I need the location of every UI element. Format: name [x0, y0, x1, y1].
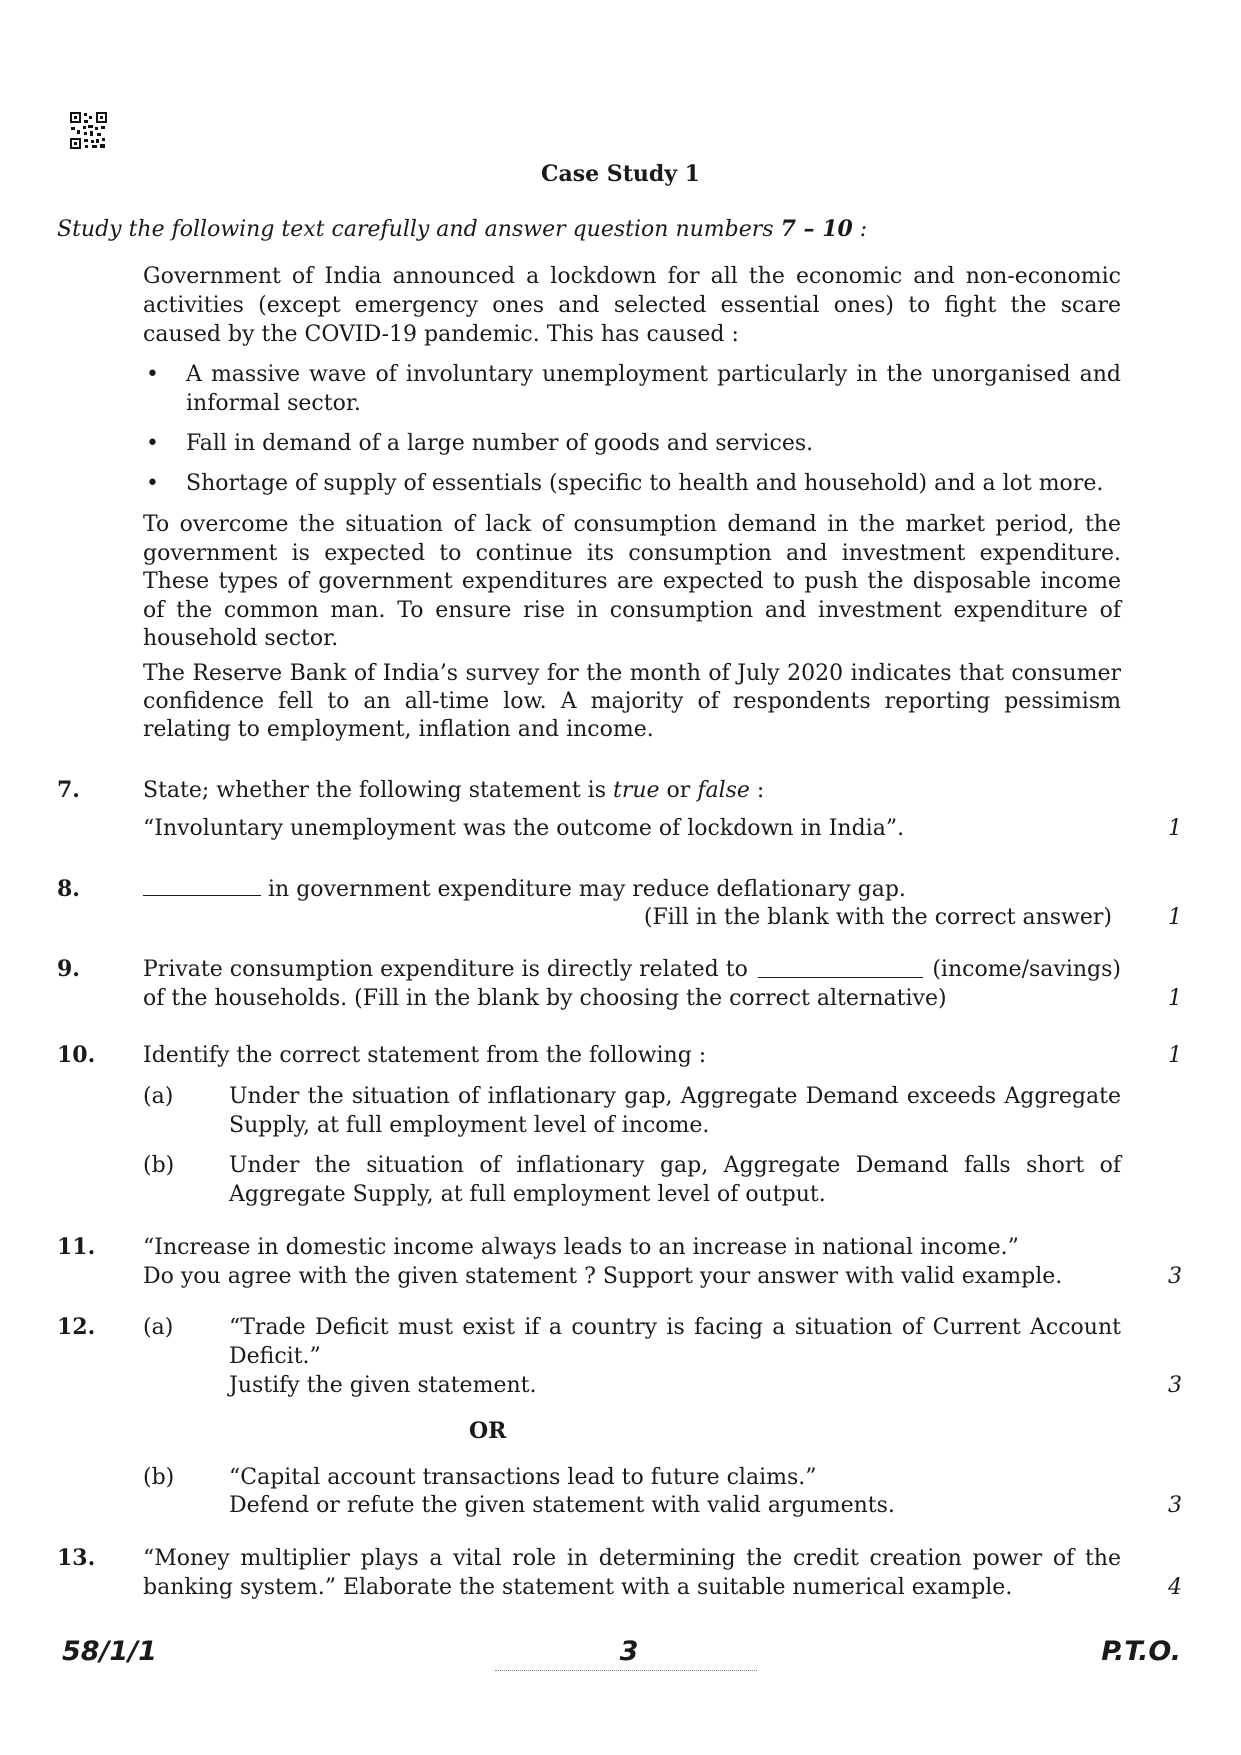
q12a-statement: “Trade Deficit must exist if a country is facing a situation of Current Account Deficit.”	[229, 1315, 1121, 1369]
q13-text: “Money multiplier plays a vital role in determining the credit creation power of the banking system.” Elaborate the statement with a suitable numerical example.	[143, 1546, 1121, 1600]
question-number: 7.	[57, 777, 80, 803]
paper-code: 58/1/1	[62, 1636, 157, 1667]
marks: 3	[1168, 1264, 1182, 1289]
question-number: 12.	[57, 1314, 96, 1340]
question-number: 10.	[57, 1042, 96, 1068]
footer-rule	[495, 1670, 757, 1671]
bullet-item: • A massive wave of involuntary unemployment particularly in the unorganised and informal sector.	[143, 360, 1121, 418]
question-number: 11.	[57, 1234, 96, 1260]
instruction-prefix: Study the following text carefully and answer question numbers	[57, 217, 781, 242]
instruction-range: 7 – 10	[780, 216, 853, 242]
q7-colon: :	[749, 778, 765, 803]
fill-in-blank	[758, 959, 923, 978]
or-divider: OR	[469, 1418, 507, 1444]
option-label: (b)	[143, 1153, 175, 1178]
q7-line-1	[143, 776, 764, 805]
passage-paragraph-3: The Reserve Bank of India’s survey for the month of July 2020 indicates that consumer confidence fell to an all-time low. A majority of respondents reporting pessimism relating to employment, inflation and income.	[143, 661, 1121, 742]
question-number: 9.	[57, 956, 80, 982]
q11-line-1: “Increase in domestic income always leads to an increase in national income.”	[143, 1235, 1019, 1260]
q12b-statement: “Capital account transactions lead to future claims.”	[229, 1465, 817, 1490]
q9-text: Private consumption expenditure is directly related to	[143, 957, 748, 982]
option-label: (a)	[143, 1084, 174, 1109]
option-text: Under the situation of inflationary gap, Aggregate Demand falls short of Aggregate Supply, at full employment level of output.	[229, 1153, 1121, 1207]
page-number: 3	[619, 1636, 639, 1667]
marks: 1	[1168, 905, 1182, 930]
marks: 1	[1168, 986, 1182, 1011]
q7-text: State; whether the following statement is	[143, 778, 614, 803]
q7-true: true	[613, 778, 660, 803]
q9-line-1	[143, 955, 1121, 984]
q7-false: false	[697, 778, 750, 803]
q12b-instruction: Defend or refute the given statement with valid arguments.	[229, 1493, 895, 1518]
bullet-item: • Shortage of supply of essentials (specific to health and household) and a lot more.	[143, 469, 1121, 498]
q8-line-2: (Fill in the blank with the correct answer)	[643, 905, 1112, 930]
question-number: 8.	[57, 876, 80, 902]
instruction-suffix: :	[852, 217, 868, 242]
q11-line-2: Do you agree with the given statement ? Support your answer with valid example.	[143, 1264, 1063, 1289]
pto-label: P.T.O.	[1101, 1636, 1181, 1667]
qr-code-icon	[70, 112, 107, 149]
marks: 3	[1168, 1493, 1182, 1518]
marks: 1	[1168, 1043, 1182, 1068]
instruction-line	[57, 215, 867, 244]
question-number: 13.	[57, 1545, 96, 1571]
q9-line-2: of the households. (Fill in the blank by choosing the correct alternative)	[143, 986, 947, 1011]
option-label: (a)	[143, 1315, 174, 1340]
bullet-item: • Fall in demand of a large number of goods and services.	[143, 429, 1121, 458]
passage-paragraph-2: To overcome the situation of lack of consumption demand in the market period, the government is expected to continue its consumption and investment expenditure. These types of government expenditures are expected to push the disposable income of the common man. To ensure rise in consumption and investment expenditure of household sector.	[143, 512, 1121, 651]
passage-bullets	[143, 360, 1121, 509]
option-text: Under the situation of inflationary gap, Aggregate Demand exceeds Aggregate Supply, at full employment level of income.	[229, 1084, 1121, 1138]
fill-in-blank	[143, 877, 261, 896]
case-study-title: Case Study 1	[541, 161, 700, 187]
marks: 3	[1168, 1373, 1182, 1398]
q8-text: in government expenditure may reduce deflationary gap.	[261, 877, 906, 902]
marks: 4	[1168, 1575, 1182, 1600]
passage-intro: Government of India announced a lockdown for all the economic and non-economic activities (except emergency ones and selected essential ones) to fight the scare caused by the COVID-19 pandemic. This has caused :	[143, 264, 1121, 347]
q12a-instruction: Justify the given statement.	[229, 1373, 537, 1398]
q7-line-2: “Involuntary unemployment was the outcome of lockdown in India”.	[143, 816, 905, 841]
marks: 1	[1168, 816, 1182, 841]
q9-options: (income/savings)	[932, 957, 1121, 982]
q7-or: or	[659, 778, 698, 803]
q8-line-1	[143, 875, 906, 904]
option-label: (b)	[143, 1465, 175, 1490]
q10-stem: Identify the correct statement from the following :	[143, 1043, 707, 1068]
